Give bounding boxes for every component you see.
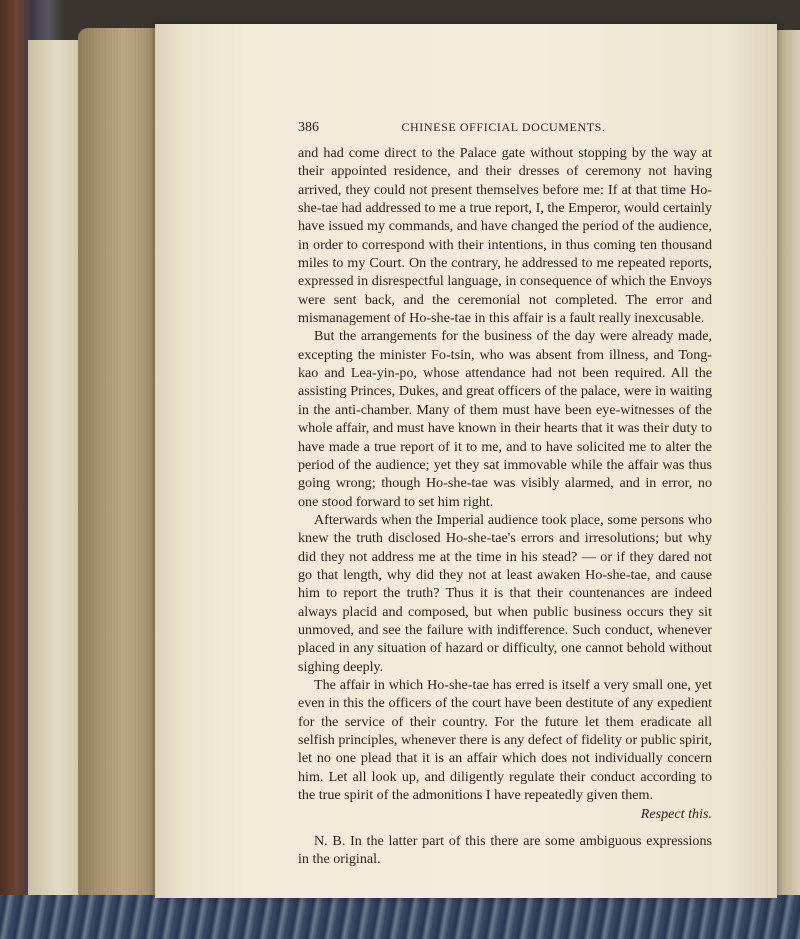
marbled-cover-edge — [0, 895, 800, 939]
page-content — [298, 118, 712, 868]
running-title: CHINESE OFFICIAL DOCUMENTS. — [401, 120, 606, 134]
paragraph-4: The affair in which Ho-she-tae has erred is itself a very small one, yet even in this the officers of the court have been destitute of any expedient for the service of their country. For the future let them eradicate all selfish principles, whenever there is any defect of fidelity or public spirit, let no one plead that it is an affair which does not individually concern him. Let all look up, and diligently regulate their conduct according to the true spirit of the admonitions I have repeatedly given them. — [298, 676, 712, 804]
closing-formula: Respect this. — [640, 806, 712, 823]
running-header — [298, 118, 712, 144]
paragraph-1: and had come direct to the Palace gate without stopping by the way at their appointed residence, and their dresses of ceremony not having arrived, they could not present themselves before me: If at that time Ho-she-tae had addressed to me a true report, I, the Emperor, would certainly have issued my commands, and have changed the period of the audience, in order to correspond with their intentions, in thus coming ten thousand miles to my Court. On the contrary, he addressed to me repeated reports, expressed in disrespectful language, in consequence of which the Envoys were sent back, and the ceremonial not completed. The error and mismanagement of Ho-she-tae in this affair is a fault really inexcusable. — [298, 145, 712, 327]
footnote: N. B. In the latter part of this there are some ambiguous expressions in the original. — [298, 832, 712, 868]
page-edges — [78, 28, 160, 906]
paragraph-2: But the arrangements for the business of the day were already made, excepting the minister Fo-tsin, who was absent from illness, and Tong-kao and Lea-yin-po, whose attendance had not been required. All the assisting Princes, Dukes, and great officers of the palace, were in waiting in the anti-chamber. Many of them must have been eye-witnesses of the whole affair, and must have known in their hearts that it was their duty to have made a true report of it to me, and to have solicited me to alter the period of the audience; yet they sat immovable while the affair was thus going wrong; though Ho-she-tae was visibly alarmed, and in error, no one stood forward to set him right. — [298, 328, 712, 510]
page-number: 386 — [298, 120, 319, 135]
endpaper — [28, 40, 80, 920]
facing-page-edge — [777, 30, 800, 900]
paragraph-3: Afterwards when the Imperial audience took place, some persons who knew the truth disclosed Ho-she-tae's errors and irresolutions; but why did they not address me at the time in his stead? — or if they dared not go that length, why did they not at least awaken Ho-she-tae, and cause him to report the truth? Thus it is that their countenances are indeed always placid and composed, but when public business occurs they sit unmoved, and see the failure with indifference. Such conduct, whenever placed in any situation of hazard or difficulty, one cannot behold without sighing deeply. — [298, 511, 712, 675]
